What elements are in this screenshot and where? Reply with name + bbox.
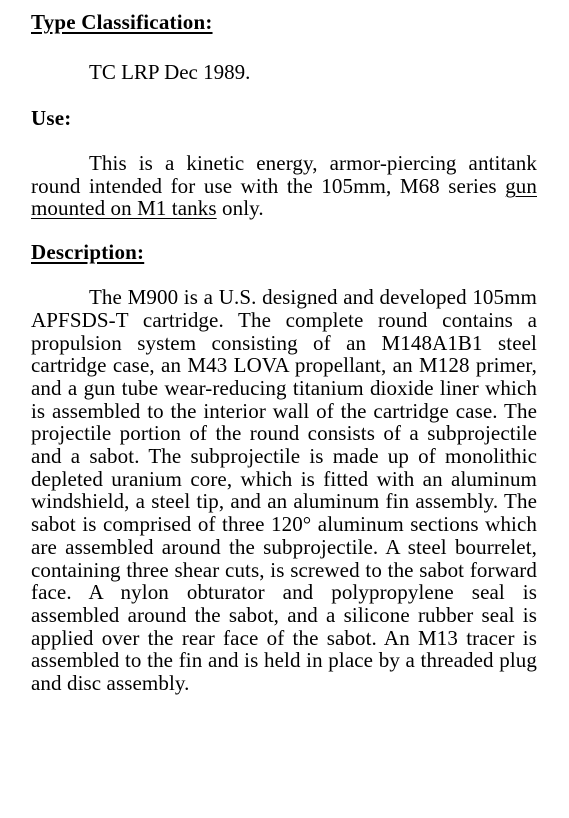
type-classification-text: TC LRP Dec 1989. bbox=[89, 60, 251, 84]
use-heading: Use: bbox=[31, 106, 72, 130]
use-text-start: This is a kinetic energy, armor-piercing antitank round intended for use with the 105mm, M68 series bbox=[31, 151, 537, 198]
use-text-underlined: gun mounted on M1 tanks bbox=[31, 173, 537, 221]
description-heading: Description: bbox=[31, 240, 145, 265]
use-text-end: only. bbox=[216, 196, 264, 221]
document-page bbox=[31, 9, 537, 695]
type-classification-heading: Type Classification: bbox=[31, 10, 213, 34]
use-paragraph bbox=[31, 152, 537, 220]
description-paragraph: The M900 is a U.S. designed and developed 105mm APFSDS-T cartridge. The complete round contains a propulsion system consisting of an M148A1B1 steel cartridge case, an M43 LOVA propellant, an M128 primer, and a gun tube wear-reducing titanium dioxide liner which is assembled to the interior wall of the cartridge case. The projectile portion of the round consists of a subprojectile and a sabot. The subprojectile is made up of monolithic depleted uranium core, which is fitted with an aluminum windshield, a steel tip, and an aluminum fin assembly. The sabot is comprised of three 120° aluminum sections which are assembled around the subprojectile. A steel bourrelet, containing three shear cuts, is screwed to the sabot forward face. A nylon obturator and polypropylene seal is assembled around the sabot, and a silicone rubber seal is applied over the rear face of the sabot. An M13 tracer is assembled to the fin and is held in place by a threaded plug and disc assembly. bbox=[31, 285, 537, 696]
